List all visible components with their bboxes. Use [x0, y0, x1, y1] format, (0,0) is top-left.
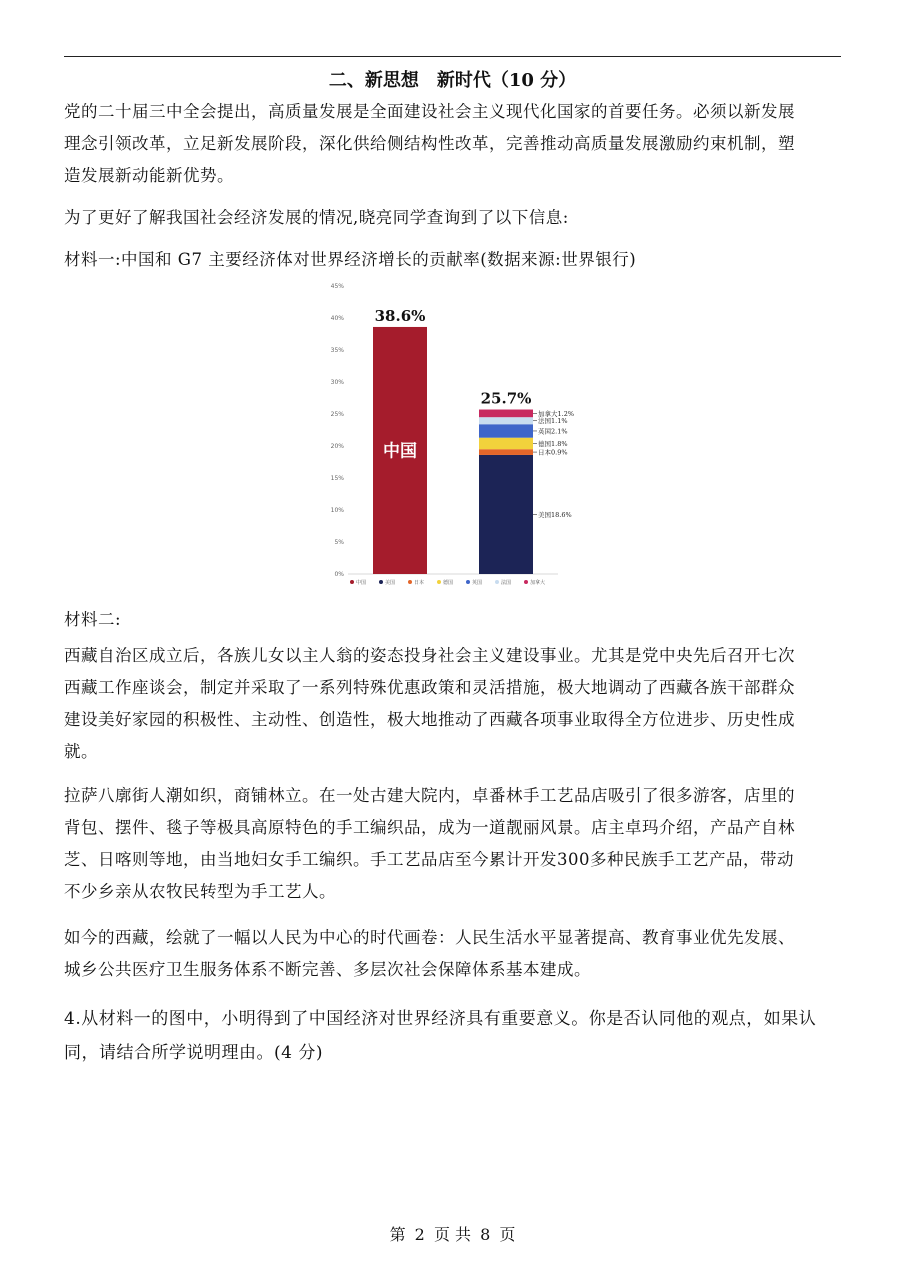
- legend-label: 中国: [356, 580, 367, 586]
- question-4: [64, 1002, 841, 1070]
- question-line: 同，请结合所学说明理由。(4 分): [64, 1043, 323, 1063]
- material2-paragraph-2: [64, 780, 841, 908]
- contribution-chart: [318, 278, 580, 590]
- paragraph-line: 西藏工作座谈会，制定并采取了一系列特殊优惠政策和灵活措施，极大地调动了西藏各族干部群众: [64, 678, 795, 697]
- question-line: 4.从材料一的图中，小明得到了中国经济对世界经济具有重要意义。你是否认同他的观点，如果认: [64, 1009, 817, 1029]
- material2-paragraph-1: [64, 640, 841, 768]
- bar-segment: [479, 449, 533, 455]
- material1-title: 材料一:中国和 G7 主要经济体对世界经济增长的贡献率(数据来源:世界银行): [64, 250, 637, 269]
- footer-middle: 页 共: [433, 1225, 472, 1244]
- y-tick-label: 45%: [330, 283, 344, 290]
- y-tick-label: 25%: [330, 411, 344, 418]
- legend-label: 日本: [414, 580, 425, 586]
- legend-marker: [466, 580, 470, 584]
- legend-marker: [437, 580, 441, 584]
- intro-paragraph: [64, 96, 841, 192]
- header-rule: [64, 56, 841, 57]
- paragraph-line: 如今的西藏，绘就了一幅以人民为中心的时代画卷：人民生活水平显著提高、教育事业优先发展、: [64, 928, 795, 947]
- paragraph-line: 背包、摆件、毯子等极具高原特色的手工编织品，成为一道靓丽风景。店主卓玛介绍，产品产自林: [64, 818, 795, 837]
- legend-marker: [350, 580, 354, 584]
- paragraph-line: 芝、日喀则等地，由当地妇女手工编织。手工艺品店至今累计开发300多种民族手工艺产品，带动: [64, 850, 794, 869]
- intro-line: 党的二十届三中全会提出，高质量发展是全面建设社会主义现代化国家的首要任务。必须以新发展: [64, 102, 795, 121]
- segment-label: 日本0.9%: [538, 448, 568, 457]
- footer-prefix: 第: [389, 1225, 406, 1244]
- bar-total-label: 38.6%: [374, 306, 426, 325]
- bar-total-label: 25.7%: [480, 389, 532, 408]
- bar-segment: [479, 438, 533, 450]
- y-tick-label: 35%: [330, 347, 344, 354]
- legend-label: 法国: [501, 580, 512, 586]
- page-footer: [0, 1222, 905, 1245]
- bar-segment: [479, 417, 533, 424]
- segment-label: 美国18.6%: [538, 510, 572, 519]
- bar-segment: [479, 424, 533, 437]
- legend-marker: [524, 580, 528, 584]
- y-tick-label: 20%: [330, 443, 344, 450]
- legend-marker: [408, 580, 412, 584]
- segment-label: 法国1.1%: [538, 417, 568, 426]
- bar-inner-label: 中国: [383, 441, 417, 462]
- paragraph-line: 不少乡亲从农牧民转型为手工艺人。: [64, 882, 336, 901]
- y-tick-label: 15%: [330, 475, 344, 482]
- y-tick-label: 10%: [330, 507, 344, 514]
- paragraph-line: 西藏自治区成立后，各族儿女以主人翁的姿态投身社会主义建设事业。尤其是党中央先后召开七次: [64, 646, 795, 665]
- segment-label: 英国2.1%: [538, 427, 568, 436]
- bar-segment: [479, 455, 533, 574]
- paragraph-line: 拉萨八廓街人潮如织，商铺林立。在一处古建大院内，卓番林手工艺品店吸引了很多游客，店里的: [64, 786, 795, 805]
- legend-label: 美国: [385, 580, 396, 586]
- chart-svg: [318, 278, 580, 590]
- paragraph-line: 建设美好家园的积极性、主动性、创造性，极大地推动了西藏各项事业取得全方位进步、历史性成: [64, 710, 795, 729]
- bar-segment: [479, 410, 533, 418]
- intro-line: 造发展新动能新优势。: [64, 166, 234, 185]
- paragraph-line: 就。: [64, 742, 98, 761]
- legend-label: 英国: [472, 580, 483, 586]
- legend-label: 德国: [443, 580, 454, 586]
- page-total: 8: [480, 1225, 491, 1244]
- intro-line: 理念引领改革，立足新发展阶段，深化供给侧结构性改革，完善推动高质量发展激励约束机制，塑: [64, 134, 795, 153]
- section-title: 二、新思想 新时代（10 分）: [328, 70, 577, 91]
- y-tick-label: 5%: [334, 539, 344, 546]
- segment-label: 德国1.8%: [538, 439, 568, 448]
- material2-title: 材料二:: [64, 610, 122, 629]
- legend-marker: [379, 580, 383, 584]
- lead-text: 为了更好了解我国社会经济发展的情况,晓亮同学查询到了以下信息:: [64, 208, 569, 227]
- y-tick-label: 0%: [334, 571, 344, 578]
- page-number: 2: [414, 1225, 425, 1244]
- footer-suffix: 页: [499, 1225, 516, 1244]
- material2-paragraph-3: [64, 922, 841, 986]
- paragraph-line: 城乡公共医疗卫生服务体系不断完善、多层次社会保障体系基本建成。: [64, 960, 591, 979]
- y-tick-label: 30%: [330, 379, 344, 386]
- legend-marker: [495, 580, 499, 584]
- segment-label: 加拿大1.2%: [538, 409, 575, 418]
- legend-label: 加拿大: [530, 580, 546, 586]
- y-tick-label: 40%: [330, 315, 344, 322]
